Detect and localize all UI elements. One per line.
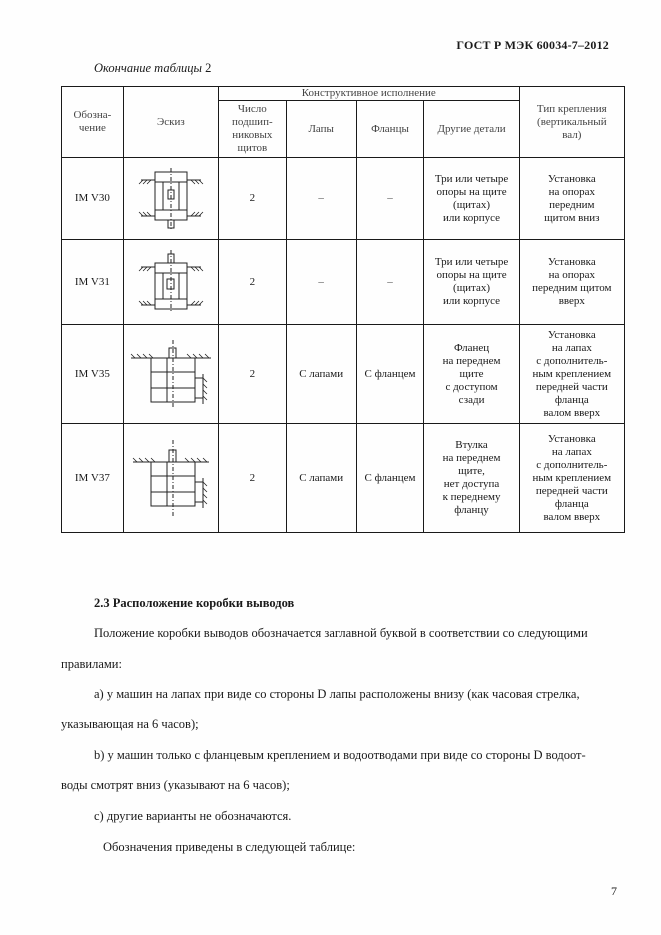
header-construction-group: Конструктивное исполнение [218,87,519,101]
feet-cell: С лапами [286,325,356,424]
shields-cell: 2 [218,158,286,240]
sketch-cell [123,240,218,325]
mounting-cell: Установка на лапах с дополнитель- ным креплением передней части фланца валом вверх [519,325,624,424]
designation-cell: IM V37 [62,424,124,533]
table-caption [94,61,211,76]
feet-cell: – [286,240,356,325]
motor-sketch-v30-icon [135,166,207,232]
header-mounting-type: Тип крепления (вертикальный вал) [519,87,624,158]
caption-text: Окончание таблицы [94,61,203,75]
header-feet: Лапы [286,101,356,158]
flanges-cell: – [356,158,424,240]
motor-sketch-v35-icon [129,338,213,410]
mounting-cell: Установка на опорах передним щитом вниз [519,158,624,240]
header-bearing-shields: Число подшип- никовых щитов [218,101,286,158]
feet-cell: – [286,158,356,240]
other-parts-cell: Три или четыре опоры на щите (щитах) или корпусе [424,240,519,325]
flanges-cell: С фланцем [356,325,424,424]
motor-sketch-v31-icon [135,249,207,315]
sketch-cell [123,325,218,424]
table-row [62,240,625,325]
motor-sketch-v37-icon [129,438,213,518]
standard-header: ГОСТ Р МЭК 60034-7–2012 [456,38,609,52]
sketch-cell [123,424,218,533]
mounting-cell: Установка на опорах передним щитом вверх [519,240,624,325]
header-flanges: Фланцы [356,101,424,158]
paragraph-line: правилами: [61,657,122,671]
paragraph-line: указывающая на 6 часов); [61,717,199,731]
other-parts-cell: Фланец на переднем щите с доступом сзади [424,325,519,424]
shields-cell: 2 [218,424,286,533]
shields-cell: 2 [218,325,286,424]
feet-cell: С лапами [286,424,356,533]
paragraph-line: с) другие варианты не обозначаются. [94,809,292,823]
sketch-cell [123,158,218,240]
paragraph-line: Обозначения приведены в следующей таблице: [103,840,356,854]
table-row [62,158,625,240]
mounting-table [61,86,625,533]
other-parts-cell: Три или четыре опоры на щите (щитах) или корпусе [424,158,519,240]
table-row [62,325,625,424]
page-number: 7 [611,884,617,898]
table-row [62,424,625,533]
header-other-parts: Другие детали [424,101,519,158]
other-parts-cell: Втулка на переднем щите, нет доступа к переднему фланцу [424,424,519,533]
header-designation: Обозна- чение [62,87,124,158]
section-title: 2.3 Расположение коробки выводов [94,596,295,610]
paragraph-line: Положение коробки выводов обозначается заглавной буквой в соответствии со следующими [94,626,588,640]
flanges-cell: С фланцем [356,424,424,533]
paragraph-line: воды смотрят вниз (указывают на 6 часов); [61,778,290,792]
designation-cell: IM V31 [62,240,124,325]
mounting-cell: Установка на лапах с дополнитель- ным креплением передней части фланца валом вверх [519,424,624,533]
paragraph-line: а) у машин на лапах при виде со стороны D лапы расположены внизу (как часовая стрелка, [94,687,580,701]
designation-cell: IM V30 [62,158,124,240]
paragraph-line: b) у машин только с фланцевым креплением и водоотводами при виде со стороны D водоот- [94,748,586,762]
header-sketch: Эскиз [123,87,218,158]
caption-number: 2 [205,61,212,75]
designation-cell: IM V35 [62,325,124,424]
flanges-cell: – [356,240,424,325]
shields-cell: 2 [218,240,286,325]
